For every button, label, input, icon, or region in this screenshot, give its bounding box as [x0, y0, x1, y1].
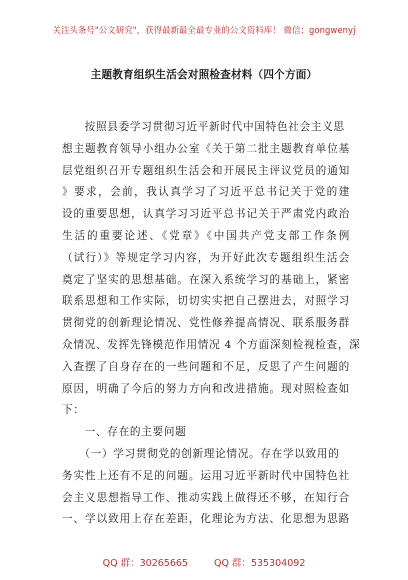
body-line: （试行）》等规定学习内容，为开好此次专题组织生活会 [62, 251, 350, 264]
footer-qq-group-2: QQ 群：535304092 [213, 558, 306, 569]
body-line: 按照县委学习贯彻习近平新时代中国特色社会主义思 [62, 121, 345, 133]
body-line: （一）学习贯彻党的创新理论情况。存在学以致用的 [62, 447, 340, 460]
document-title: 主题教育组织生活会对照检查材料（四个方面） [90, 69, 318, 81]
body-line: 奠定了坚实的思想基础。在深入系统学习的基础上，紧密 [62, 273, 350, 286]
body-line: 贯彻党的创新理论情况、党性修养提高情况、联系服务群 [62, 317, 350, 330]
footer [0, 555, 408, 569]
body-line: 入查摆了自身存在的一些问题和不足，反思了产生问题的 [62, 360, 350, 373]
body-line: 下： [62, 404, 85, 417]
footer-qq-group-1: QQ 群：30265665 [102, 558, 188, 569]
body-line: 设的重要思想，认真学习习近平总书记关于严肃党内政治 [62, 208, 350, 221]
body-line: 生活的重要论述、《党章》《中国共产党支部工作条例 [62, 229, 350, 242]
body-line: 务实性上还有不足的问题。运用习近平新时代中国特色社 [62, 469, 350, 482]
section-heading: 一、存在的主要问题 [62, 426, 187, 439]
body-line: 想主题教育领导小组办公室《关于第二批主题教育单位基 [62, 142, 350, 155]
body-line: 会主义思想指导工作、推动实践上做得还不够，在知行合 [62, 491, 350, 504]
body-line: 原因，明确了今后的努力方向和改进措施。现对照检查如 [62, 382, 350, 395]
body-line: 》要求，会前，我认真学习了习近平总书记关于党的建 [62, 186, 350, 199]
document-body [62, 117, 361, 531]
body-line: 一、学以致用上存在差距，化理论为方法、化思想为思路 [62, 513, 350, 526]
body-line: 联系思想和工作实际，切切实实把自己摆进去，对照学习 [62, 295, 350, 308]
header-notice: 关注头条号"公文研究"，获得最新最全最专业的公文资料库！ 微信：gongwenyj [52, 25, 356, 35]
body-line: 层党组织召开专题组织生活会和开展民主评议党员的通知 [62, 164, 350, 177]
body-line: 众情况、发挥先锋模范作用情况 4 个方面深刻检视检查，深 [62, 338, 361, 351]
